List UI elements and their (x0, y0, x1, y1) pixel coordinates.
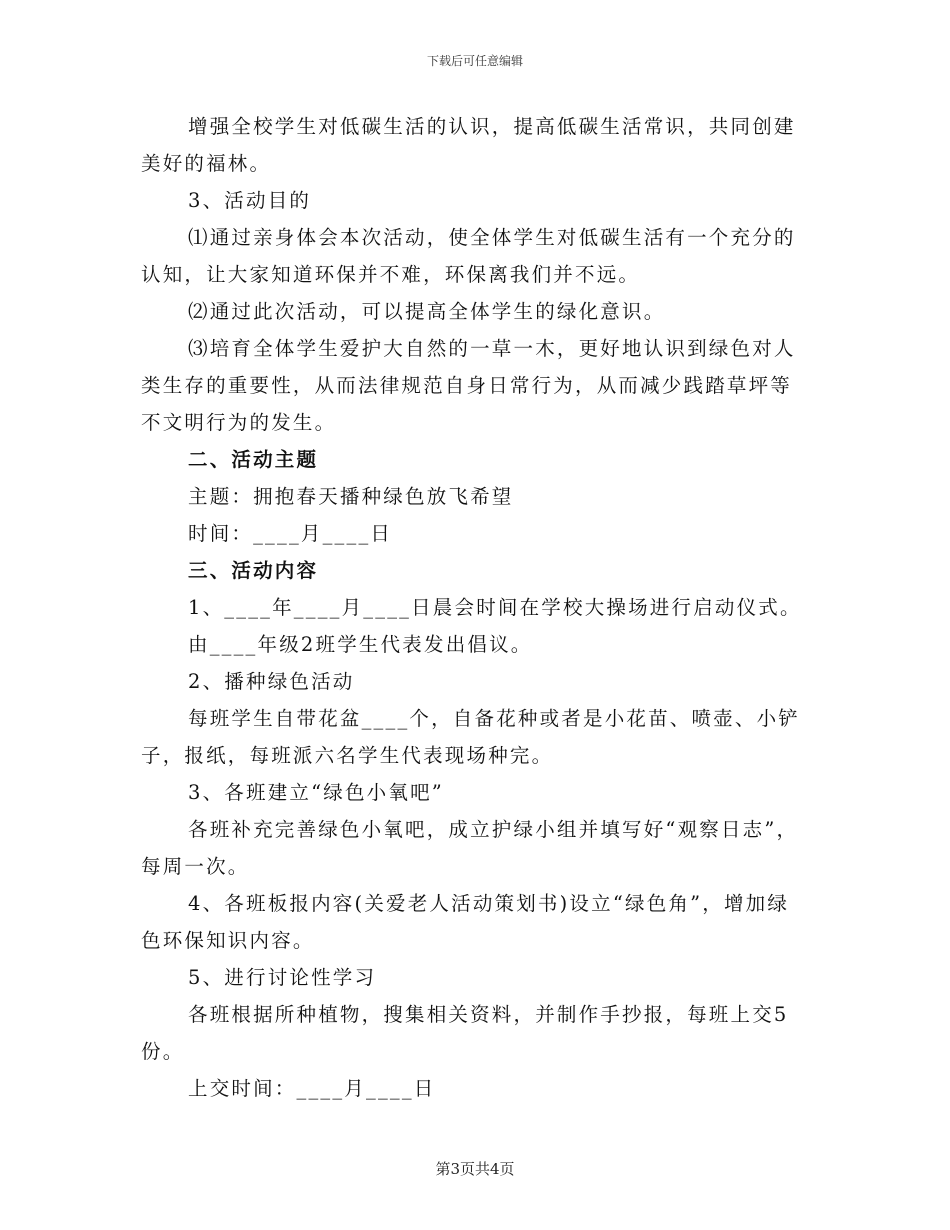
paragraph-line: 时间：____月____日 (188, 522, 393, 545)
section-heading-line: 三、活动内容 (188, 559, 319, 582)
paragraph-line: 主题：拥抱春天播种绿色放飞希望 (188, 485, 514, 508)
paragraph-line: 色环保知识内容。 (141, 929, 315, 952)
paragraph-line: 各班根据所种植物，搜集相关资料，并制作手抄报，每班上交5 (188, 1003, 789, 1026)
paragraph-line: 不文明行为的发生。 (141, 411, 337, 434)
paragraph-line: ⑵通过此次活动，可以提高全体学生的绿化意识。 (188, 300, 666, 323)
page-footer: 第3页共4页 (435, 1160, 515, 1178)
paragraph-line: 5、进行讨论性学习 (188, 966, 377, 989)
paragraph-line: 2、播种绿色活动 (188, 670, 355, 693)
paragraph-line: ⑴通过亲身体会本次活动，使全体学生对低碳生活有一个充分的 (188, 226, 796, 249)
paragraph-line: 每班学生自带花盆____个，自备花种或者是小花苗、喷壶、小铲 (188, 707, 801, 730)
paragraph-line: ⑶培育全体学生爱护大自然的一草一木，更好地认识到绿色对人 (188, 337, 796, 360)
paragraph-line: 美好的福林。 (141, 152, 272, 175)
paragraph-line: 4、各班板报内容(关爱老人活动策划书)设立“绿色角”，增加绿 (188, 892, 790, 915)
section-heading-line: 二、活动主题 (188, 448, 319, 471)
paragraph-line: 1、____年____月____日晨会时间在学校大操场进行启动仪式。 (188, 596, 802, 619)
paragraph-line: 上交时间：____月____日 (188, 1077, 436, 1100)
paragraph-line: 类生存的重要性，从而法律规范自身日常行为，从而减少践踏草坪等 (141, 374, 793, 397)
paragraph-line: 认知，让大家知道环保并不难，环保离我们并不远。 (141, 263, 641, 286)
paragraph-line: 增强全校学生对低碳生活的认识，提高低碳生活常识，共同创建 (188, 115, 796, 138)
paragraph-line: 3、各班建立“绿色小氧吧” (188, 781, 444, 804)
paragraph-line: 各班补充完善绿色小氧吧，成立护绿小组并填写好“观察日志”， (188, 818, 799, 841)
paragraph-line: 3、活动目的 (188, 189, 312, 212)
paragraph-line: 由____年级2班学生代表发出倡议。 (188, 633, 533, 656)
page-header: 下载后可任意编辑 (426, 54, 523, 68)
paragraph-line: 份。 (141, 1040, 185, 1063)
paragraph-line: 每周一次。 (141, 855, 250, 878)
paragraph-line: 子，报纸，每班派六名学生代表现场种完。 (141, 744, 554, 767)
document-body (141, 108, 811, 1107)
